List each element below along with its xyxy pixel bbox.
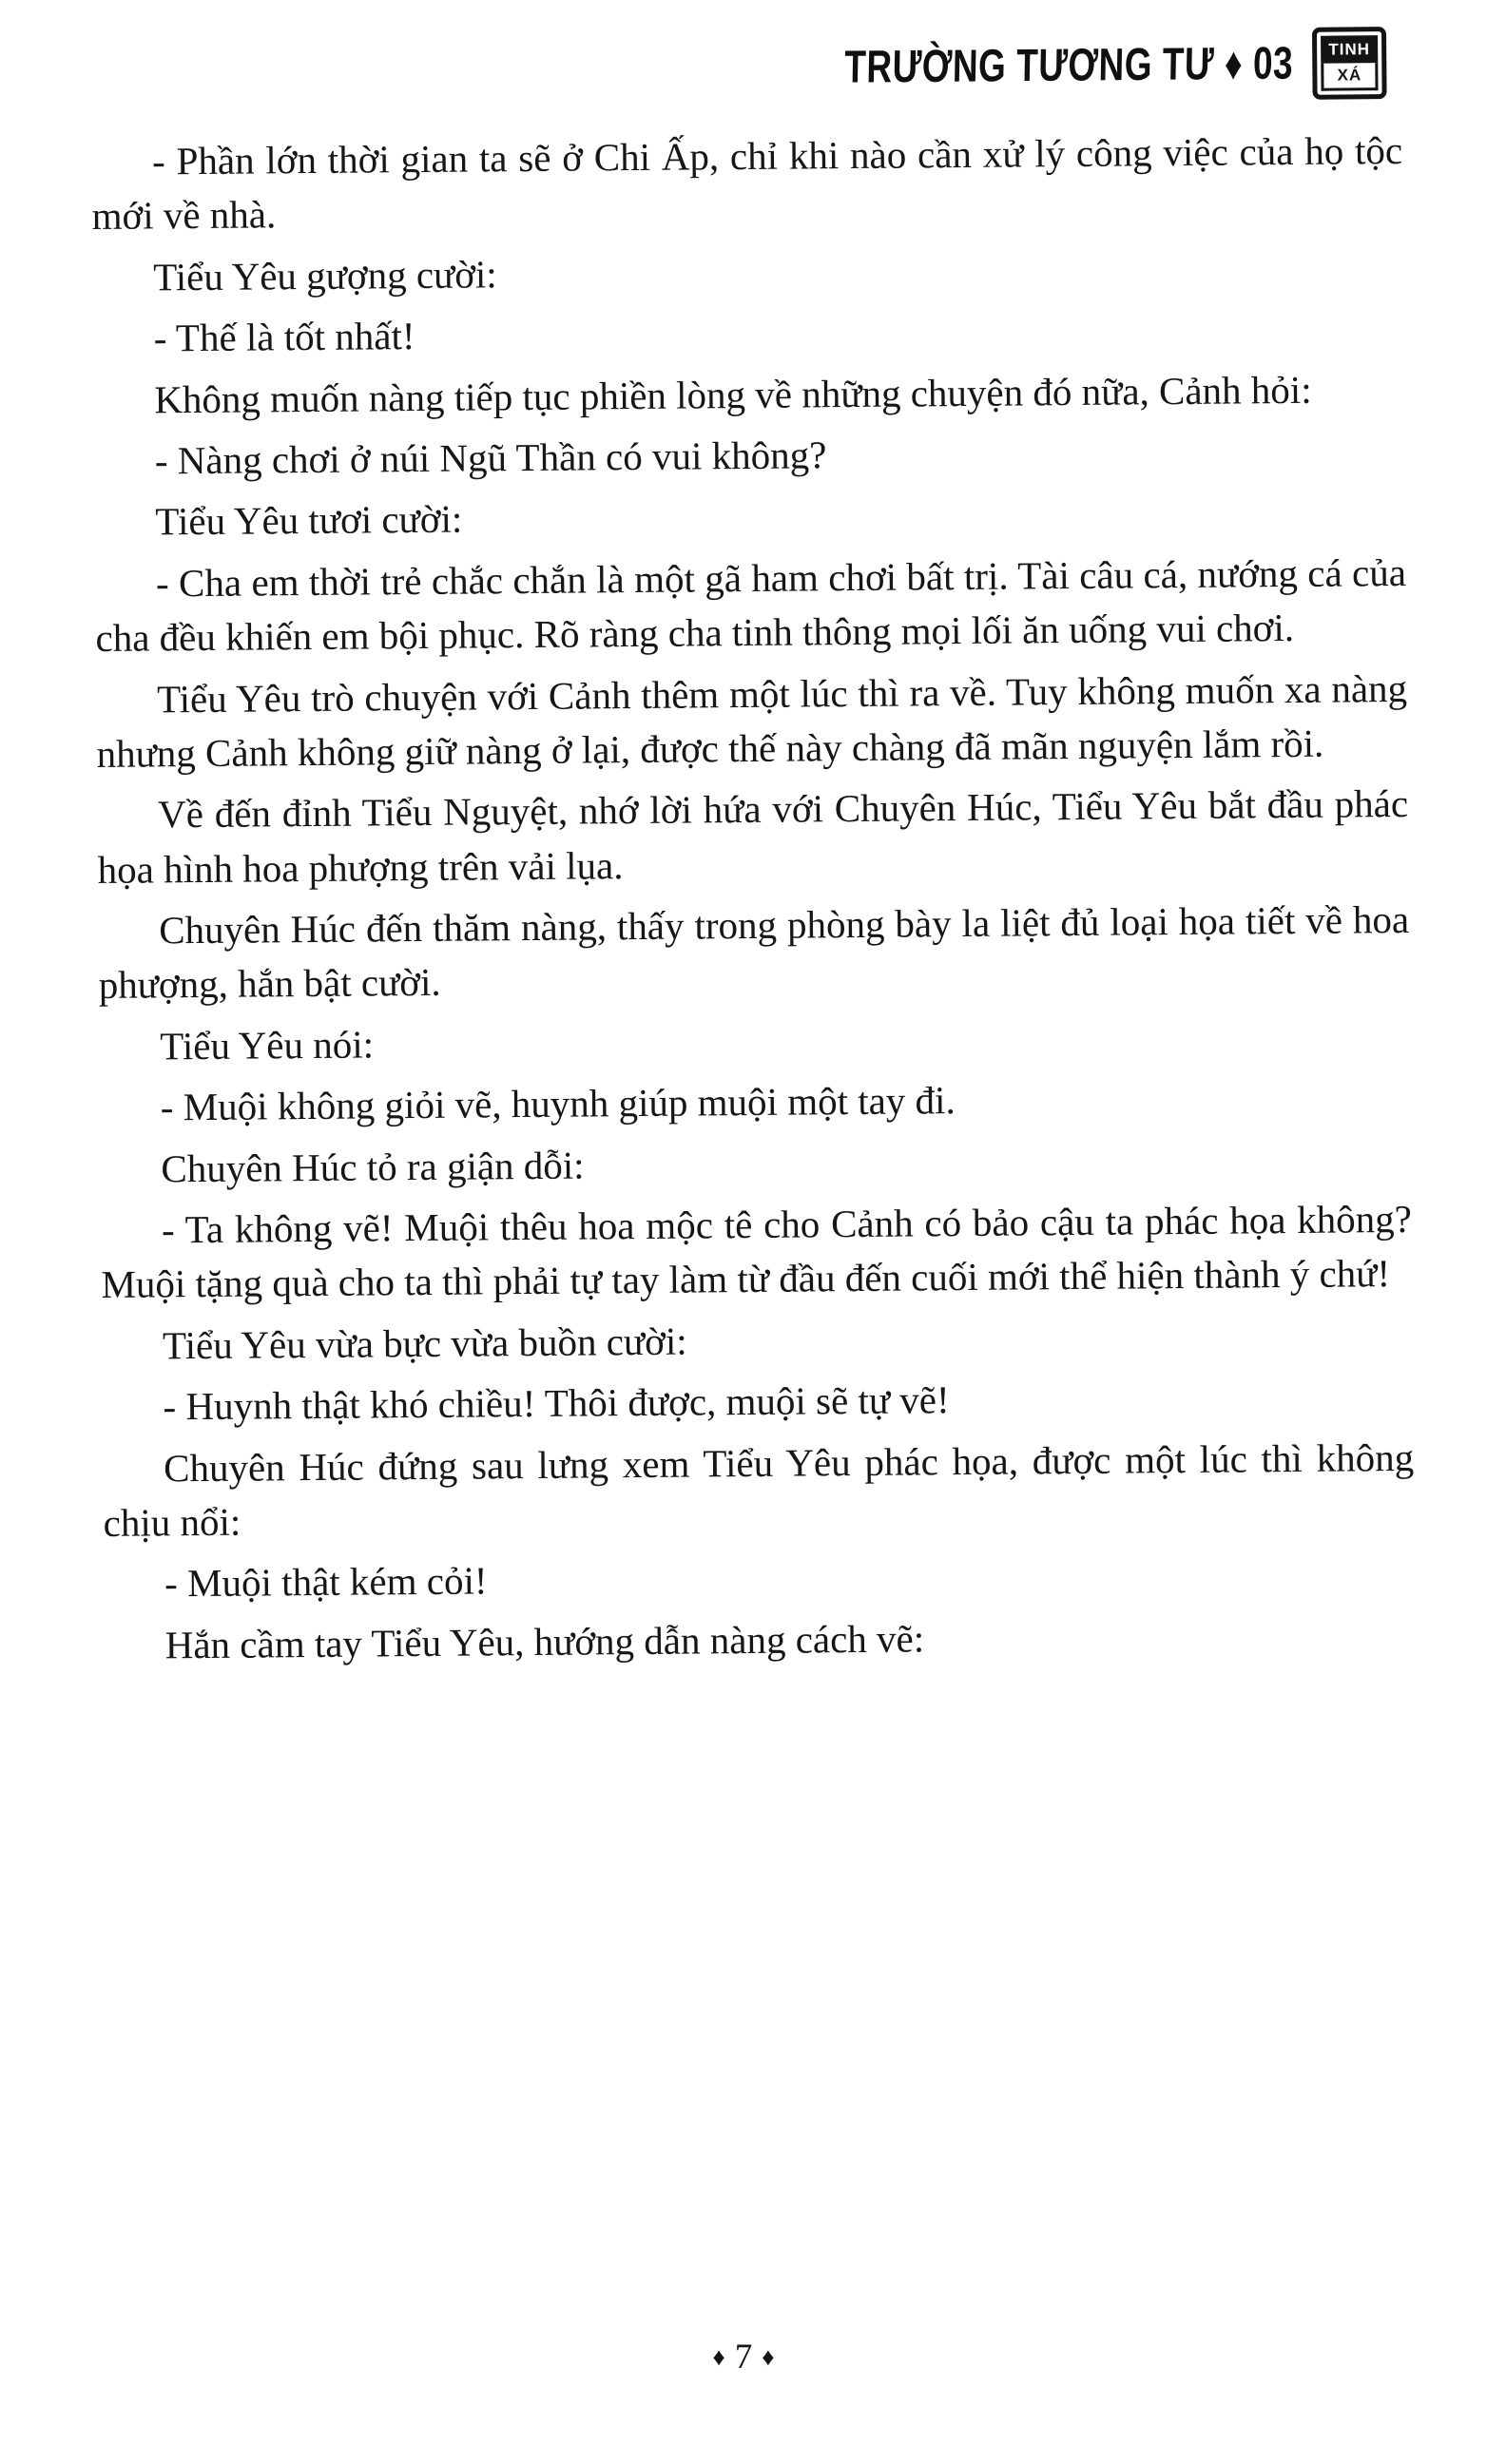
paragraph: Tiểu Yêu vừa bực vừa buồn cười: [162,1319,687,1368]
paragraph: Hắn cầm tay Tiểu Yêu, hướng dẫn nàng cách vẽ: [164,1616,925,1667]
page-content [90,27,1416,1680]
publisher-seal [1312,27,1387,100]
body-text [91,124,1416,1673]
paragraph: - Ta không vẽ! Muội thêu hoa mộc tê cho Cảnh có bảo cậu ta phác họa không? Muội tặng quà cho ta thì phải tự tay làm từ đầu đến cuối mới thể hiện thành ý chứ! [101,1196,1413,1307]
page-number: 7 [734,2338,753,2377]
seal-top-text: TINH [1321,35,1378,64]
paragraph: Tiểu Yêu gượng cười: [152,252,497,299]
paragraph: - Cha em thời trẻ chắc chắn là một gã ham chơi bất trị. Tài câu cá, nướng cá của cha đều khiến em bội phục. Rõ ràng cha tinh thông mọi lối ăn uống vui chơi. [95,549,1407,661]
paragraph: - Phần lớn thời gian ta sẽ ở Chi Ấp, chỉ khi nào cần xử lý công việc của họ tộc mới về nhà. [91,127,1403,239]
paragraph: - Thế là tốt nhất! [153,314,415,360]
seal-bottom-text: XÁ [1321,64,1378,91]
page-footer [0,2337,1487,2377]
book-title: TRƯỜNG TƯƠNG TƯ ♦ 03 [843,37,1294,93]
paragraph: Tiểu Yêu tươi cười: [155,496,463,544]
paragraph: Tiểu Yêu nói: [160,1022,375,1068]
paragraph: - Muội không giỏi vẽ, huynh giúp muội một tay đi. [160,1078,956,1129]
diamond-icon: ♦ [762,2343,775,2371]
page-header [90,27,1402,110]
diamond-icon: ♦ [712,2343,725,2371]
paragraph: - Huynh thật khó chiều! Thôi được, muội sẽ tự vẽ! [163,1377,950,1429]
paragraph: - Muội thật kém cỏi! [164,1558,488,1606]
paragraph: Chuyên Húc đến thăm nàng, thấy trong phòng bày la liệt đủ loại họa tiết về hoa phượng, hắn bật cười. [98,897,1410,1008]
paragraph: Tiểu Yêu trò chuyện với Cảnh thêm một lúc thì ra về. Tuy không muốn xa nàng nhưng Cảnh không giữ nàng ở lại, được thế này chàng đã mãn nguyện lắm rồi. [96,665,1408,776]
paragraph: Chuyên Húc đứng sau lưng xem Tiểu Yêu phác họa, được một lúc thì không chịu nổi: [103,1434,1415,1545]
paragraph: Chuyên Húc tỏ ra giận dỗi: [161,1143,585,1191]
paragraph: - Nàng chơi ở núi Ngũ Thần có vui không? [154,433,827,483]
paragraph: Về đến đỉnh Tiểu Nguyệt, nhớ lời hứa với Chuyên Húc, Tiểu Yêu bắt đầu phác họa hình hoa phượng trên vải lụa. [97,781,1409,892]
paragraph: Không muốn nàng tiếp tục phiền lòng về những chuyện đó nữa, Cảnh hỏi: [154,367,1312,421]
